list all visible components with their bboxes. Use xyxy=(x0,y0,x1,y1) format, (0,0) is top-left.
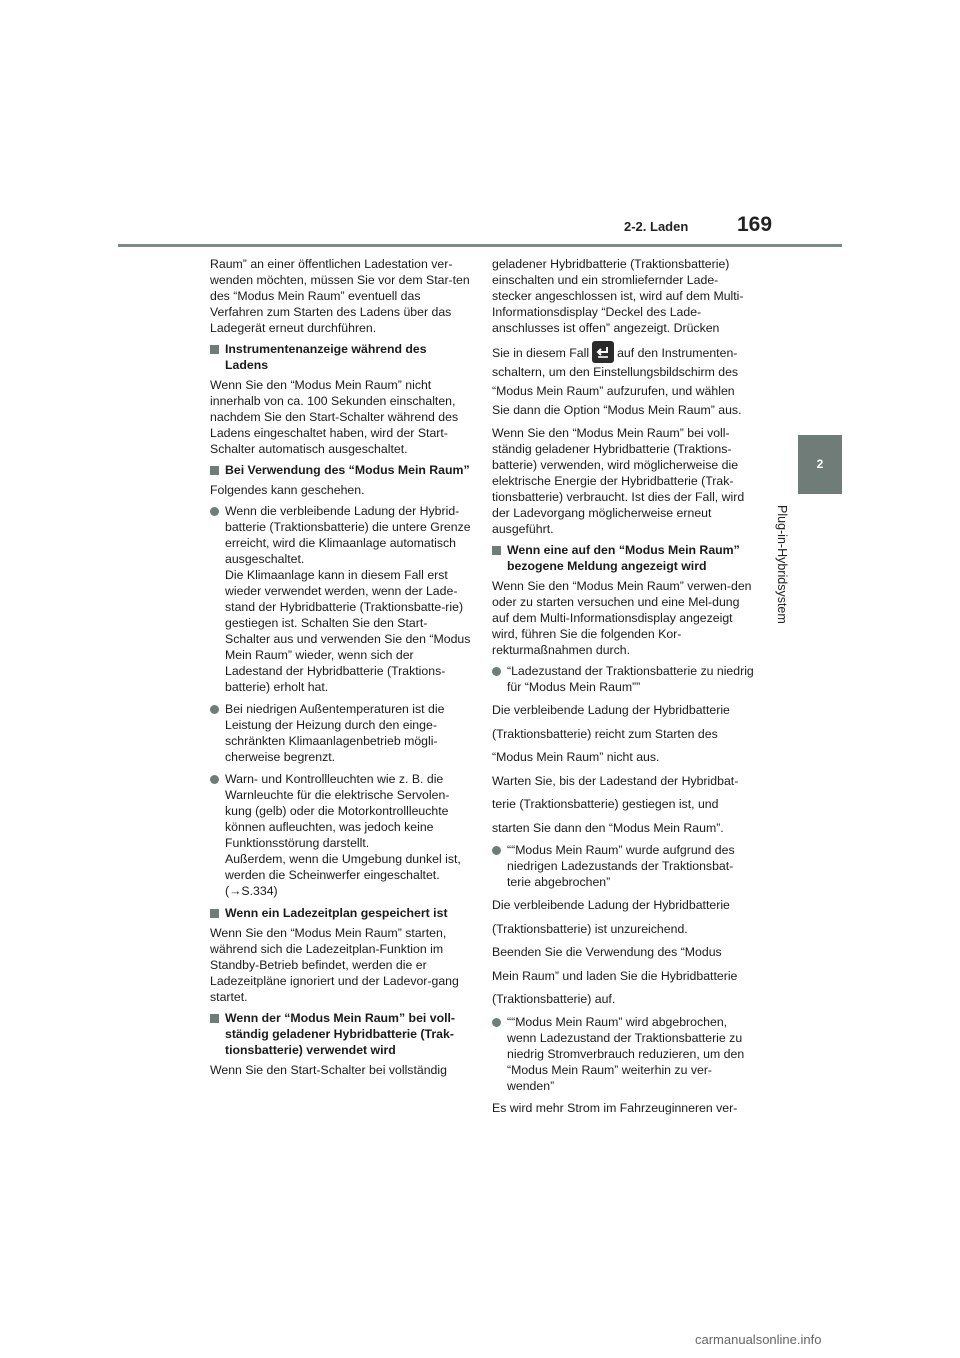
paragraph: Wenn Sie den Start-Schalter bei vollständig xyxy=(210,1063,447,1077)
square-marker-icon xyxy=(210,466,219,475)
paragraph: Es wird mehr Strom im Fahrzeuginneren ver- xyxy=(492,1100,738,1115)
page-number: 169 xyxy=(737,213,773,236)
square-marker-icon xyxy=(210,345,219,354)
page-reference-link[interactable]: (→S.334) xyxy=(225,884,278,898)
paragraph: Die verbleibende Ladung der Hybridbatterie xyxy=(492,898,730,912)
chapter-number: 2 xyxy=(816,457,824,471)
paragraph: (Traktionsbatterie) auf. xyxy=(492,992,616,1006)
bullet-icon xyxy=(210,775,219,784)
bullet-item: ““Modus Mein Raum” wird abgebrochen, wenn Ladezustand der Traktionsbatterie zu niedrig Stromverbrauch reduzieren, um den “Modus Mein Raum” weiterhin zu ver-wenden” xyxy=(492,1014,754,1094)
bullet-item: ““Modus Mein Raum” wurde aufgrund des niedrigen Ladezustands der Traktionsbat-terie abgebrochen” xyxy=(492,842,754,890)
right-column xyxy=(492,256,754,1121)
paragraph: Die verbleibende Ladung der Hybridbatterie xyxy=(492,703,730,717)
chapter-side-title xyxy=(775,505,811,655)
paragraph: (Traktionsbatterie) reicht zum Starten des xyxy=(492,726,718,741)
square-marker-icon xyxy=(492,546,501,555)
section-title: 2-2. Laden xyxy=(624,219,689,234)
bullet-item: Bei niedrigen Außentemperaturen ist die Leistung der Heizung durch den einge-schränkten Klimaanlagenbetrieb mögli-cherweise begrenzt. xyxy=(210,701,472,765)
section-heading: Instrumentenanzeige während des Ladens xyxy=(210,341,472,373)
section-heading: Bei Verwendung des “Modus Mein Raum” xyxy=(210,462,472,478)
paragraph: Sie in diesem Fall auf den Instrumenten-schaltern, um den Einstellungsbildschirm des “Modus Mein Raum” aufzurufen, und wählen Sie dann die Option “Modus Mein Raum” aus. xyxy=(492,341,754,420)
chapter-title: Plug-in-Hybridsystem xyxy=(775,505,789,624)
paragraph: Folgendes kann geschehen. xyxy=(210,483,365,497)
bullet-item: Wenn die verbleibende Ladung der Hybrid-batterie (Traktionsbatterie) die untere Grenze erreicht, wird die Klimaanlage automatisch ausgeschaltet. Die Klimaanlage kann in diesem Fall erst wieder verwendet werden, wenn der Lade-stand der Hybridbatterie (Traktionsbatte-rie) gestiegen ist. Schalten Sie den Start-Schalter aus und verwenden Sie den “Modus Mein Raum” wieder, wenn sich der Ladestand der Hybridbatterie (Traktions-batterie) erholt hat. xyxy=(210,503,472,695)
bullet-icon xyxy=(210,507,219,516)
paragraph: Wenn Sie den “Modus Mein Raum” bei voll-ständig geladener Hybridbatterie (Traktions-batterie) verwenden, wird möglicherweise die elektrische Energie der Hybridbatterie (Trak-tionsbatterie) verbraucht. Ist dies der Fall, wird der Ladevorgang möglicherweise erneut ausgeführt. xyxy=(492,426,745,536)
square-marker-icon xyxy=(210,909,219,918)
paragraph: starten Sie dann den “Modus Mein Raum”. xyxy=(492,820,724,835)
paragraph: “Modus Mein Raum” nicht aus. xyxy=(492,750,660,764)
paragraph: Wenn Sie den “Modus Mein Raum” starten, während sich die Ladezeitplan-Funktion im Standby-Betrieb befindet, werden die er Ladezeitpläne ignoriert und der Ladevor-gang startet. xyxy=(210,926,459,1004)
section-heading: Wenn ein Ladezeitplan gespeichert ist xyxy=(210,905,472,921)
paragraph: Beenden Sie die Verwendung des “Modus xyxy=(492,945,722,959)
bullet-icon xyxy=(492,667,501,676)
left-column xyxy=(210,256,472,1083)
square-marker-icon xyxy=(210,1014,219,1023)
paragraph: Wenn Sie den “Modus Mein Raum” verwen-den oder zu starten versuchen und eine Mel-dung auf dem Multi-Informationsdisplay angezeigt wird, führen Sie die folgenden Kor-rekturmaßnahmen durch. xyxy=(492,579,752,657)
bullet-item: “Ladezustand der Traktionsbatterie zu niedrig für “Modus Mein Raum”” xyxy=(492,663,754,695)
paragraph: (Traktionsbatterie) ist unzureichend. xyxy=(492,921,688,936)
bullet-item: Warn- und Kontrollleuchten wie z. B. die Warnleuchte für die elektrische Servolen-kung (gelb) oder die Motorkontrollleuchte können aufleuchten, was jedoch keine Funktionsstörung darstellt. Außerdem, wenn die Umgebung dunkel ist, werden die Scheinwerfer eingeschaltet. (→S.334) xyxy=(210,771,472,899)
paragraph: Raum” an einer öffentlichen Ladestation ver-wenden möchten, müssen Sie vor dem Star-ten des “Modus Mein Raum” eventuell das Verfahren zum Starten des Ladens über das Ladegerät erneut durchführen. xyxy=(210,257,470,335)
bullet-icon xyxy=(492,846,501,855)
paragraph: Warten Sie, bis der Ladestand der Hybridbat- xyxy=(492,773,739,788)
paragraph: geladener Hybridbatterie (Traktionsbatterie) einschalten und ein stromliefernder Lade-stecker angeschlossen ist, wird auf dem Multi-Informationsdisplay “Deckel des Lade-anschlusses ist offen” angezeigt. Drücken xyxy=(492,257,744,335)
section-heading: Wenn eine auf den “Modus Mein Raum” bezogene Meldung angezeigt wird xyxy=(492,542,754,574)
paragraph: Wenn Sie den “Modus Mein Raum” nicht innerhalb von ca. 100 Sekunden einschalten, nachdem Sie den Start-Schalter während des Ladens eingeschaltet haben, wird der Start-Schalter automatisch ausgeschaltet. xyxy=(210,378,459,456)
section-heading: Wenn der “Modus Mein Raum” bei voll-ständig geladener Hybridbatterie (Trak-tionsbatterie) verwendet wird xyxy=(210,1010,472,1058)
chapter-tab xyxy=(798,435,842,494)
bullet-icon xyxy=(210,705,219,714)
return-arrow-icon xyxy=(592,341,614,363)
watermark: carmanualsonline.info xyxy=(695,1332,822,1347)
paragraph: Mein Raum” und laden Sie die Hybridbatterie xyxy=(492,968,738,983)
bullet-icon xyxy=(492,1018,501,1027)
header-rule xyxy=(118,244,842,247)
paragraph: terie (Traktionsbatterie) gestiegen ist, und xyxy=(492,797,719,811)
